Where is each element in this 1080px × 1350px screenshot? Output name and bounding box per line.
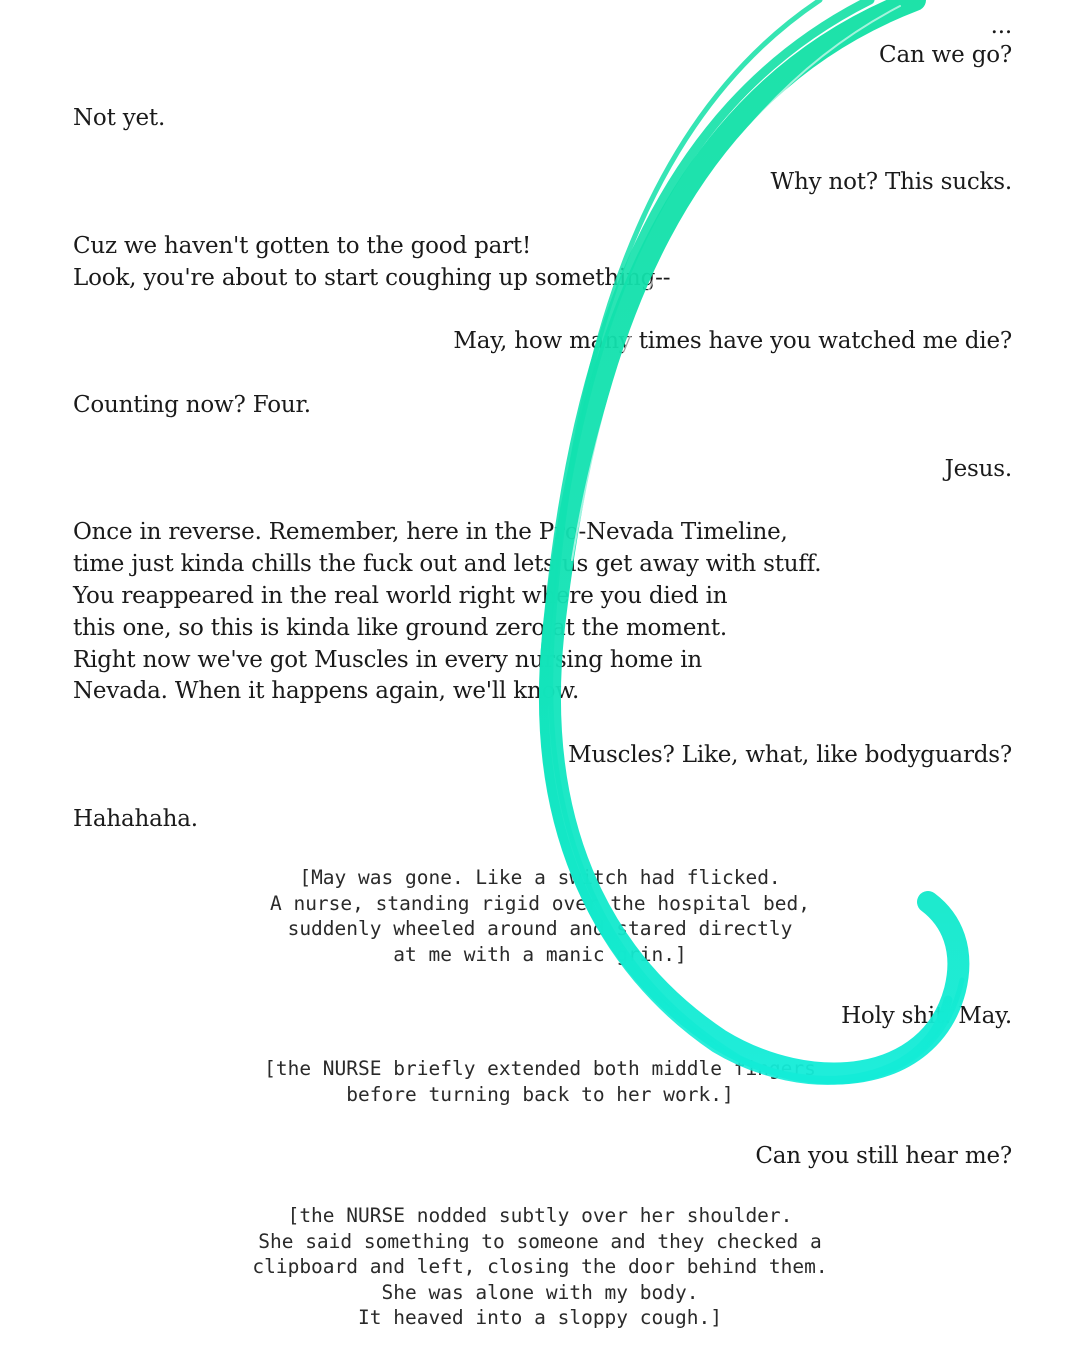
dialogue-line-why-not: Why not? This sucks. (770, 169, 1012, 195)
dialogue-line-not-yet: Not yet. (73, 105, 166, 131)
dialogue-line-jesus: Jesus. (944, 456, 1012, 482)
dialogue-line-how-many-times: May, how many times have you watched me die? (453, 328, 1012, 354)
dialogue-line-holy-shit: Holy shit. May. (841, 1003, 1012, 1029)
dialogue-line-we-will-know: Nevada. When it happens again, we'll know. (73, 678, 580, 704)
dialogue-line-nursing-home: Right now we've got Muscles in every nursing home in (73, 647, 702, 673)
stage-direction-middle-fingers: [the NURSE briefly extended both middle fingers before turning back to her work.] (264, 1057, 816, 1106)
dialogue-line-good-part: Cuz we haven't gotten to the good part! (73, 233, 532, 259)
dialogue-line-counting: Counting now? Four. (73, 392, 311, 418)
dialogue-line-can-we-go: Can we go? (879, 42, 1012, 68)
stage-direction-nurse-nodded: [the NURSE nodded subtly over her shoulder. She said something to someone and they checked a clipboard and left, closing the door behind them. She was alone with my body. It heaved into a sloppy cough.] (252, 1204, 828, 1329)
dialogue-line-ground-zero: this one, so this is kinda like ground zero at the moment. (73, 615, 727, 641)
dialogue-line-muscles: Muscles? Like, what, like bodyguards? (568, 742, 1012, 768)
dialogue-line-reappeared: You reappeared in the real world right where you died in (73, 583, 728, 609)
dialogue-line-still-hear-me: Can you still hear me? (755, 1143, 1012, 1169)
stage-direction-may-gone: [May was gone. Like a switch had flicked. A nurse, standing rigid over the hospital bed, suddenly wheeled around and stared directly at me with a manic grin.] (269, 866, 811, 966)
dialogue-line-hahaha: Hahahaha. (73, 806, 198, 832)
dialogue-line-chills: time just kinda chills the fuck out and lets us get away with stuff. (73, 551, 822, 577)
dialogue-line-reverse: Once in reverse. Remember, here in the Pro-Nevada Timeline, (73, 519, 788, 545)
dialogue-line-coughing: Look, you're about to start coughing up something-- (73, 265, 671, 291)
ellipsis-line: ... (990, 13, 1012, 39)
